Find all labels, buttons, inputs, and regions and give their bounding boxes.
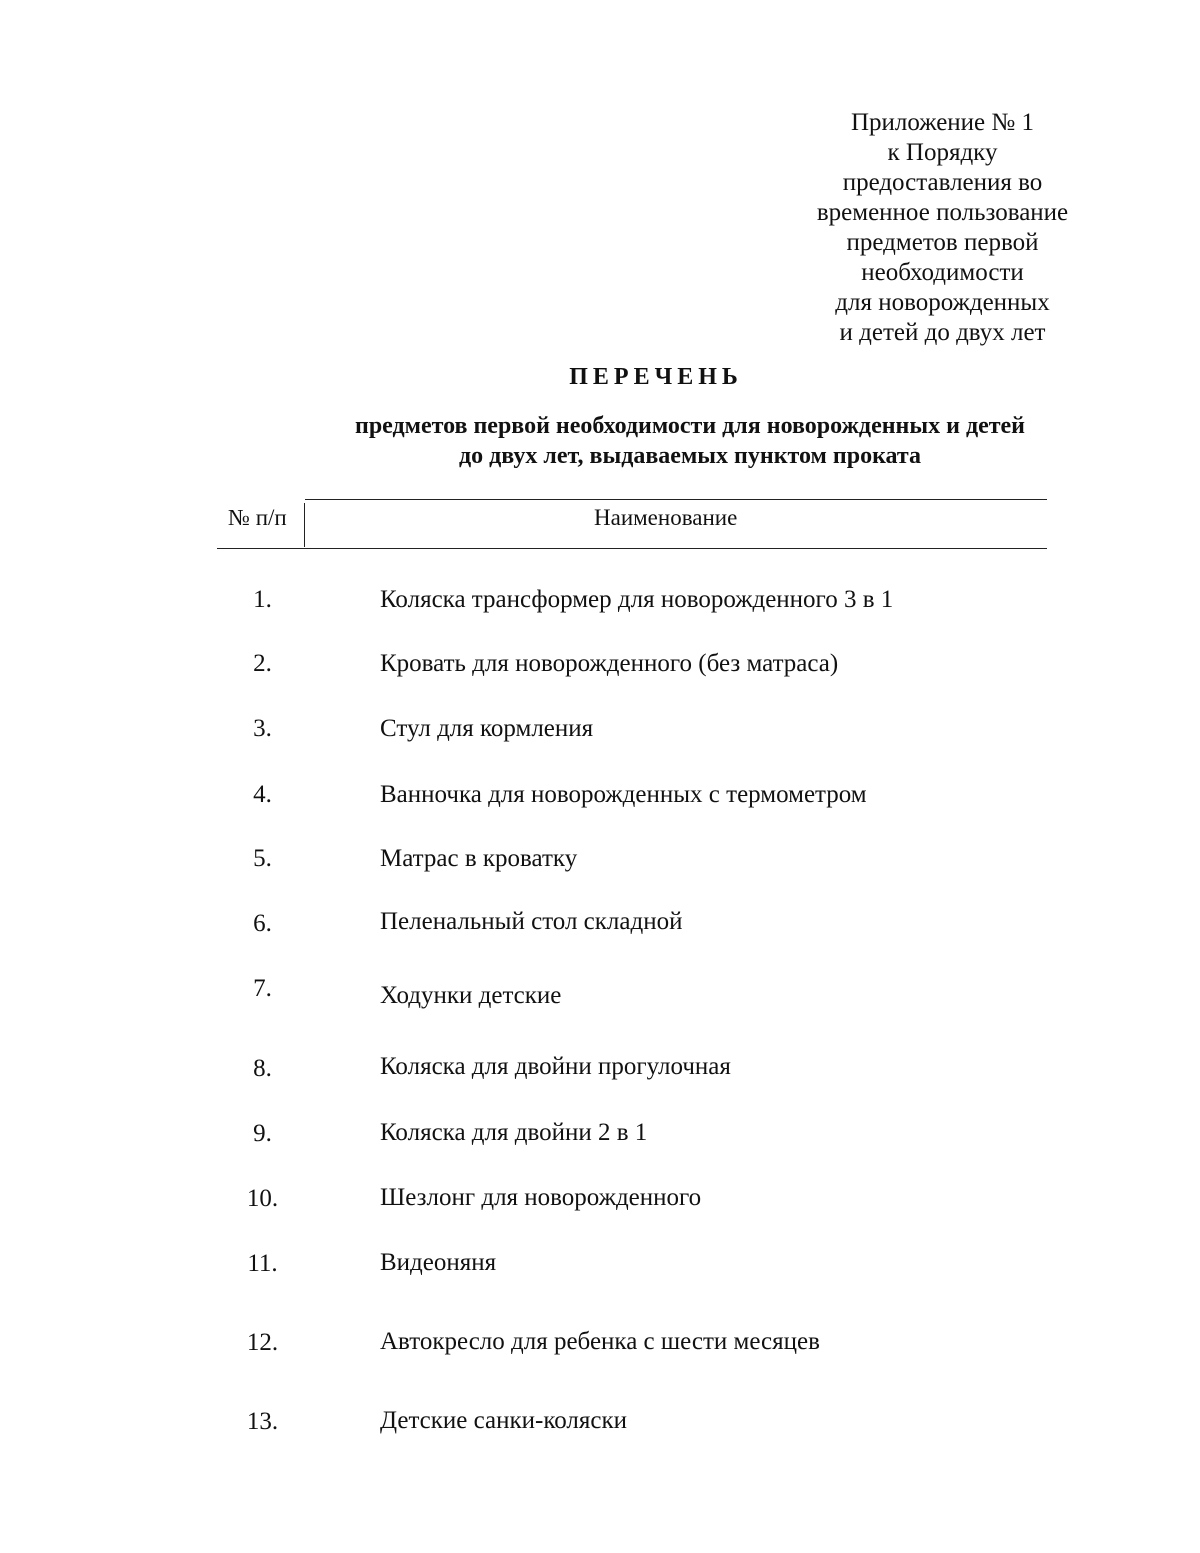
- appendix-line: предметов первой: [846, 229, 1039, 256]
- row-name: Коляска для двойни прогулочная: [380, 1053, 731, 1080]
- row-name: Шезлонг для новорожденного: [380, 1184, 702, 1211]
- row-number: 9.: [253, 1120, 272, 1147]
- row-name: Ванночка для новорожденных с термометром: [380, 781, 867, 808]
- table-top-rule: [305, 499, 1047, 500]
- row-name: Коляска трансформер для новорожденного 3 в 1: [380, 586, 894, 613]
- header-name: Наименование: [594, 505, 738, 530]
- row-name: Коляска для двойни 2 в 1: [380, 1119, 648, 1146]
- document-subtitle: [290, 411, 1090, 471]
- row-number: 13.: [246, 1408, 279, 1435]
- row-number: 1.: [253, 586, 272, 613]
- row-name: Видеоняня: [380, 1249, 497, 1276]
- appendix-line: необходимости: [861, 259, 1024, 286]
- appendix-line: к Порядку: [887, 139, 998, 166]
- row-number: 4.: [253, 781, 272, 808]
- row-number: 10.: [246, 1185, 279, 1212]
- row-name: Ходунки детские: [380, 982, 562, 1009]
- table-header-bottom-rule: [217, 548, 1047, 549]
- appendix-block: [790, 108, 1095, 348]
- row-number: 2.: [253, 650, 272, 677]
- header-number: № п/п: [228, 505, 287, 530]
- subtitle-line-2: до двух лет, выдаваемых пунктом проката: [458, 443, 921, 469]
- document-title: ПЕРЕЧЕНЬ: [569, 364, 743, 390]
- row-number: 8.: [253, 1055, 272, 1082]
- row-name: Стул для кормления: [380, 715, 594, 742]
- appendix-line: Приложение № 1: [850, 109, 1035, 136]
- row-number: 7.: [253, 975, 272, 1002]
- row-name: Пеленальный стол складной: [380, 908, 683, 935]
- row-name: Кровать для новорожденного (без матраса): [380, 650, 839, 677]
- appendix-line: временное пользование: [816, 199, 1069, 226]
- row-number: 6.: [253, 910, 272, 937]
- subtitle-line-1: предметов первой необходимости для новорожденных и детей: [354, 413, 1026, 439]
- appendix-line: предоставления во: [842, 169, 1043, 196]
- appendix-line: для новорожденных: [835, 289, 1050, 316]
- appendix-line: и детей до двух лет: [839, 319, 1046, 346]
- row-name: Детские санки-коляски: [380, 1407, 628, 1434]
- row-name: Матрас в кроватку: [380, 845, 578, 872]
- row-number: 11.: [247, 1250, 278, 1277]
- row-number: 3.: [253, 715, 272, 742]
- row-number: 5.: [253, 845, 272, 872]
- table-column-divider: [304, 503, 305, 547]
- row-name: Автокресло для ребенка с шести месяцев: [380, 1328, 820, 1355]
- row-number: 12.: [246, 1329, 279, 1356]
